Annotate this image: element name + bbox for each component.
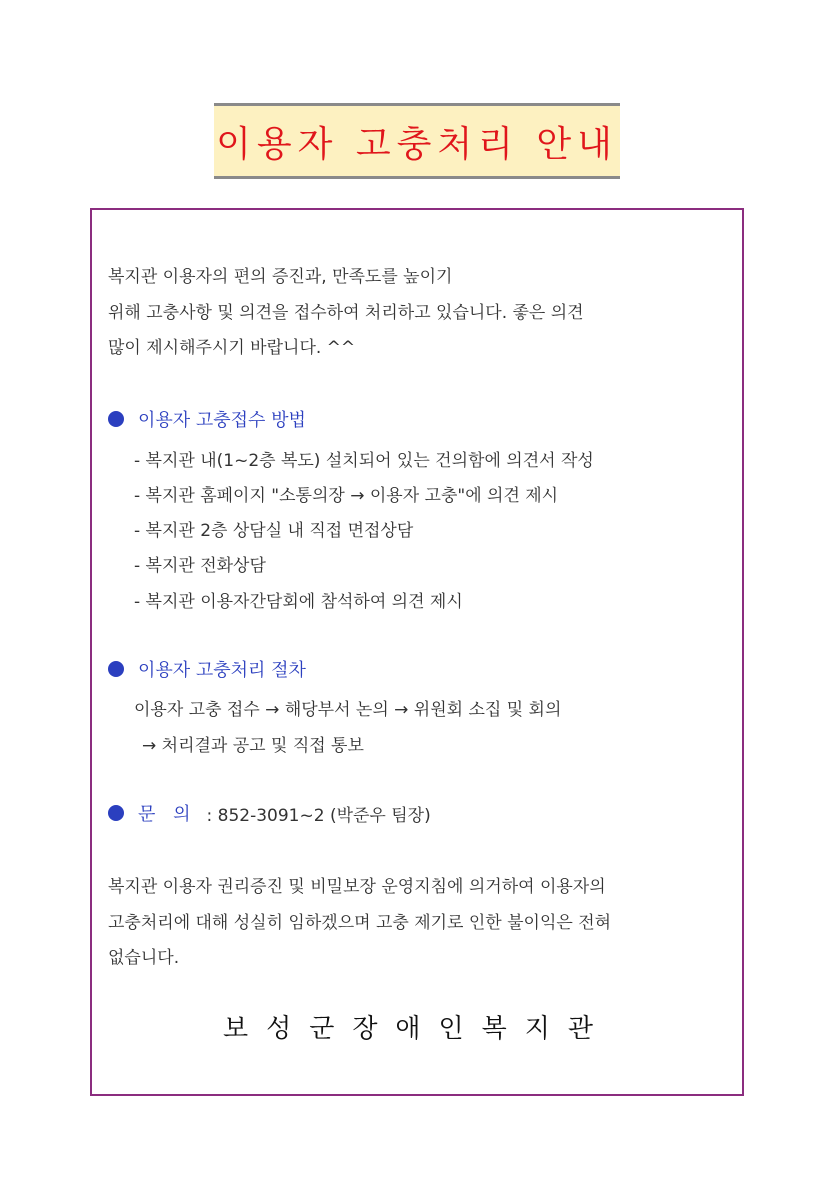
page-title: 이용자 고충처리 안내 (216, 123, 618, 165)
intro-line-2: 위해 고충사항 및 의견을 접수하여 처리하고 있습니다. 좋은 의견 (108, 303, 584, 323)
procedure-line-1: 이용자 고충 접수 → 해당부서 논의 → 위원회 소집 및 회의 (134, 700, 562, 720)
procedure-line-2: → 처리결과 공고 및 직접 통보 (142, 736, 364, 756)
closing-line-3: 없습니다. (108, 948, 180, 968)
procedure-heading (108, 656, 306, 682)
contact-row (108, 800, 431, 826)
bullet-icon (108, 661, 124, 677)
methods-heading-text: 이용자 고충접수 방법 (138, 410, 306, 431)
method-item-4: - 복지관 전화상담 (134, 556, 266, 576)
method-item-5: - 복지관 이용자간담회에 참석하여 의견 제시 (134, 592, 463, 612)
intro-line-3: 많이 제시해주시기 바랍니다. ^^ (108, 338, 356, 358)
contact-value: : 852-3091~2 (박준우 팀장) (206, 805, 431, 826)
methods-heading (108, 406, 306, 432)
notice-box (90, 208, 744, 1096)
intro-line-1: 복지관 이용자의 편의 증진과, 만족도를 높이기 (108, 267, 453, 287)
contact-label: 문 의 (138, 804, 197, 825)
closing-line-2: 고충처리에 대해 성실히 임하겠으며 고충 제기로 인한 불이익은 전혀 (108, 913, 612, 933)
method-item-3: - 복지관 2층 상담실 내 직접 면접상담 (134, 521, 414, 541)
method-item-1: - 복지관 내(1~2층 복도) 설치되어 있는 건의함에 의견서 작성 (134, 451, 594, 471)
title-banner (214, 103, 620, 179)
method-item-2: - 복지관 홈페이지 "소통의장 → 이용자 고충"에 의견 제시 (134, 486, 559, 506)
bullet-icon (108, 411, 124, 427)
closing-line-1: 복지관 이용자 권리증진 및 비밀보장 운영지침에 의거하여 이용자의 (108, 877, 606, 897)
bullet-icon (108, 805, 124, 821)
organization-name: 보성군장애인복지관 (222, 1014, 612, 1044)
procedure-heading-text: 이용자 고충처리 절차 (138, 660, 306, 681)
